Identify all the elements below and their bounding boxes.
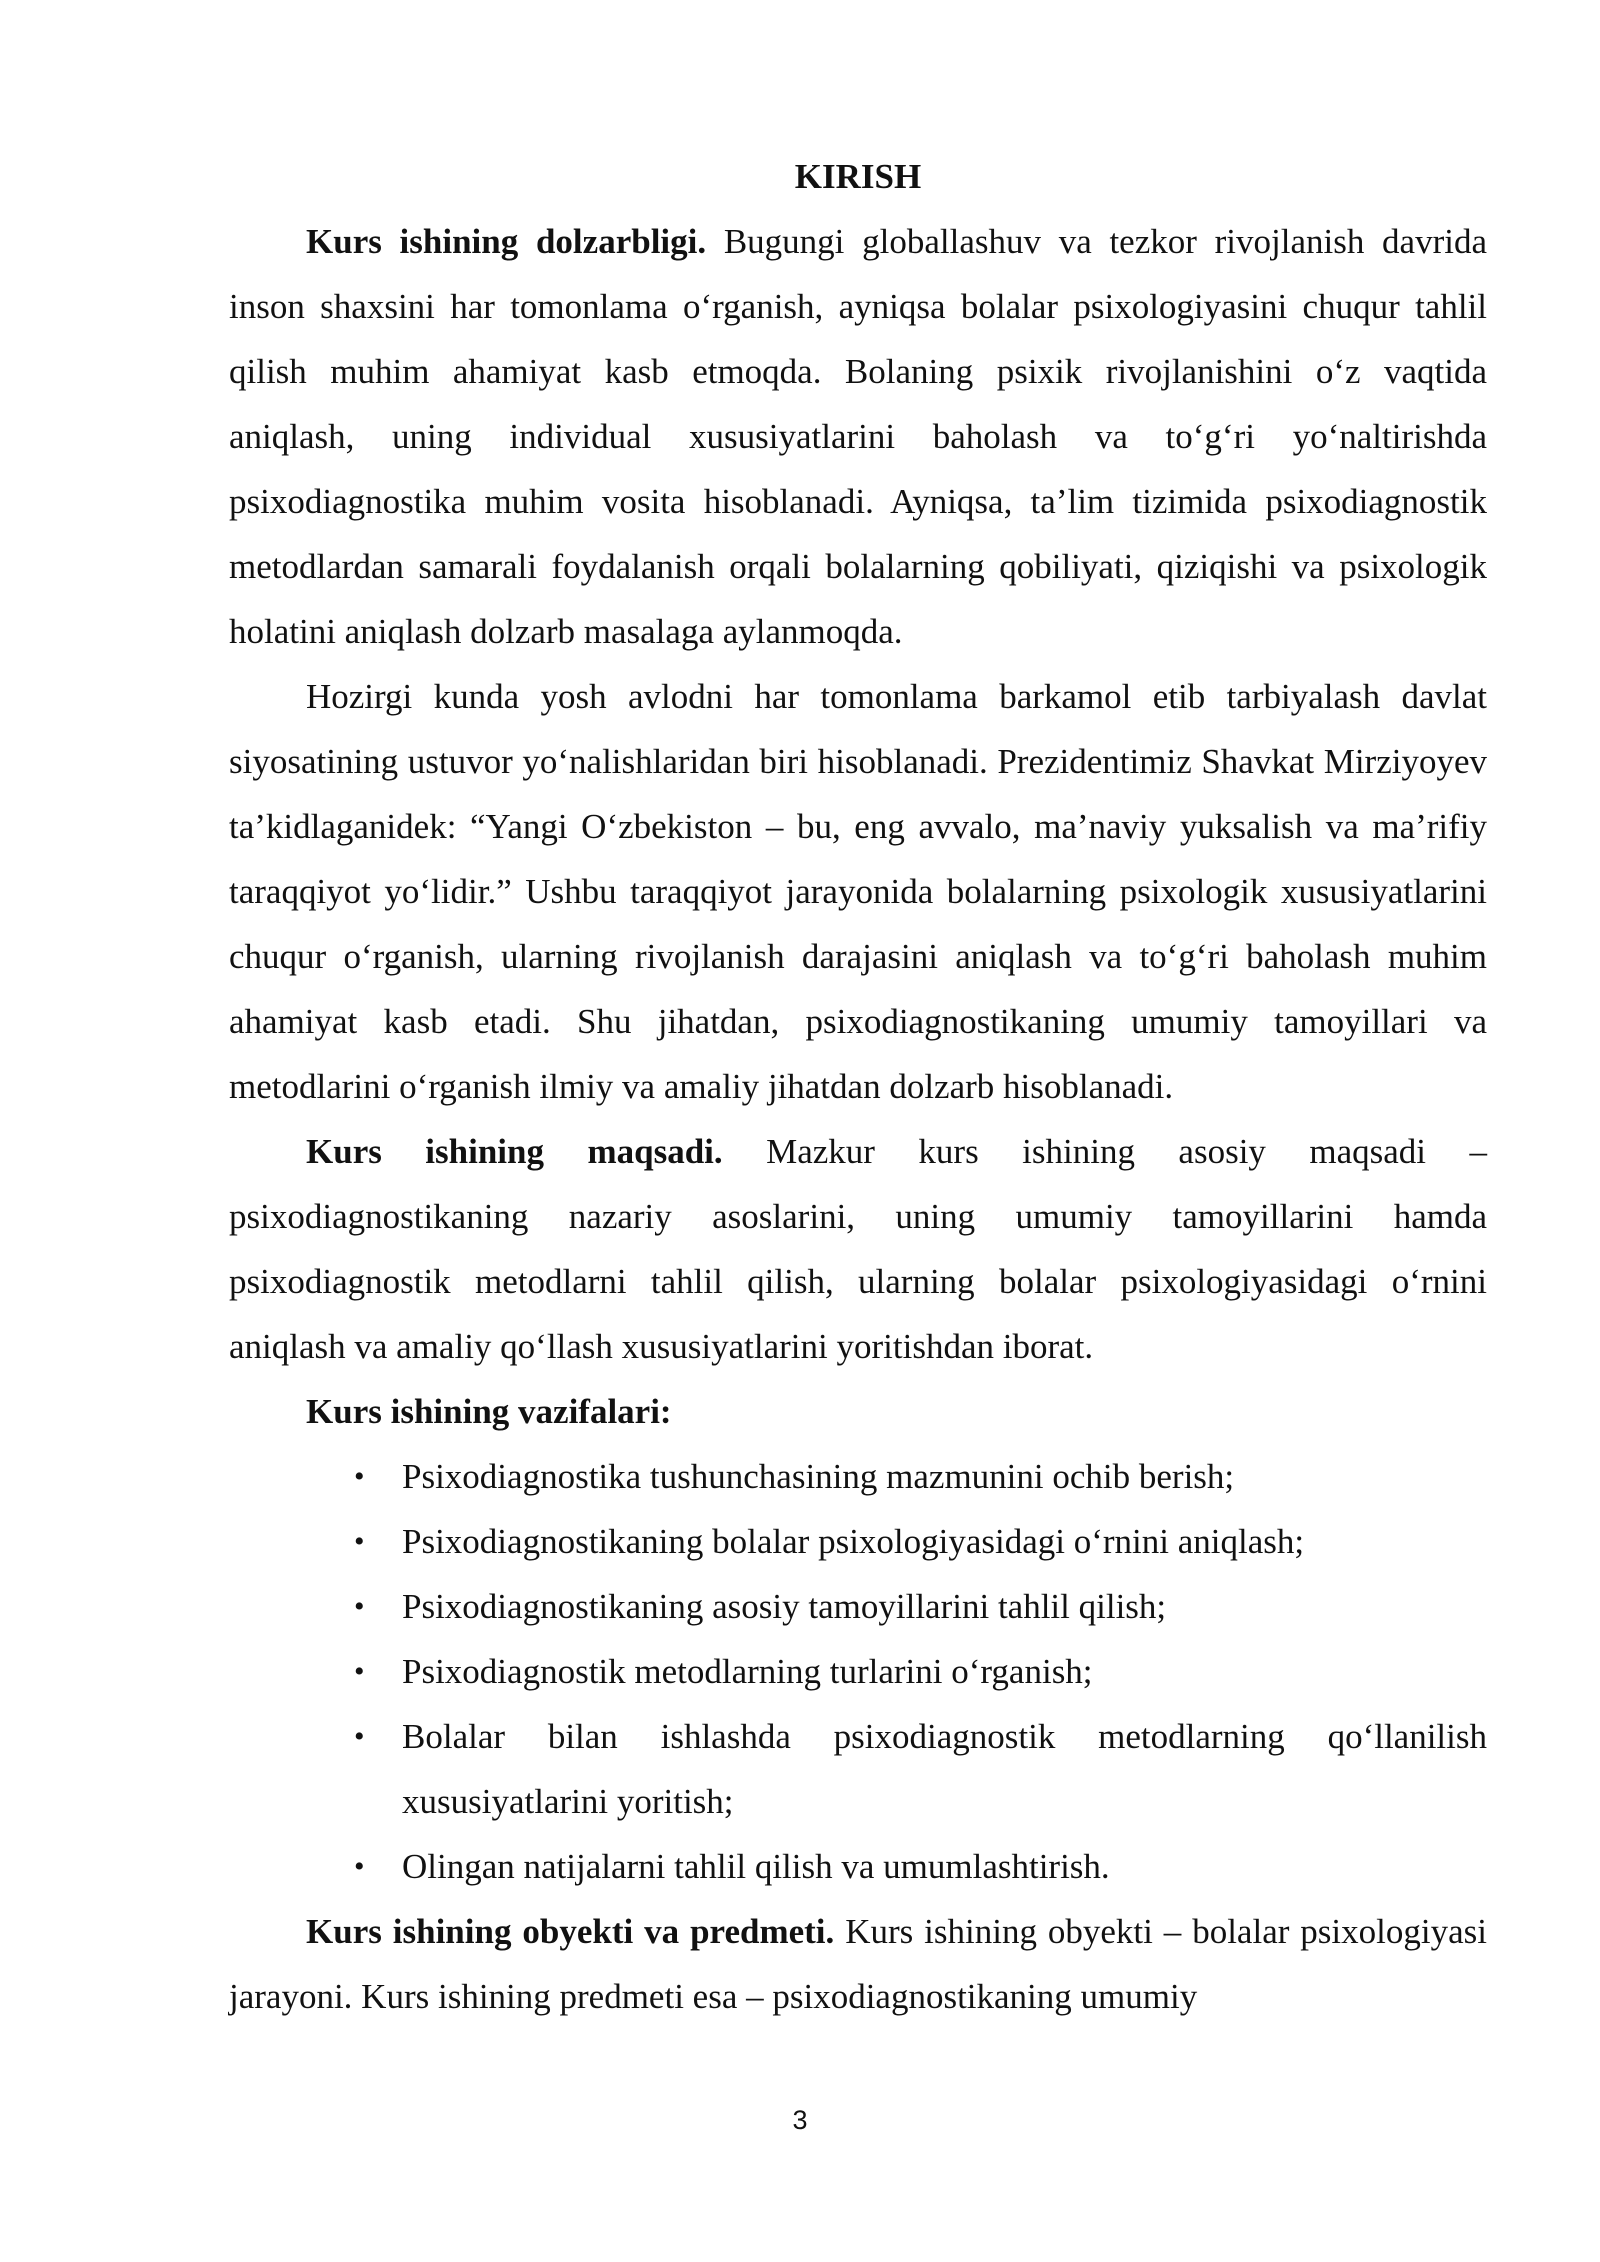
tasks-heading — [229, 1379, 1487, 1444]
list-item-text: Psixodiagnostikaning asosiy tamoyillarini tahlil qilish; — [402, 1587, 1167, 1626]
goal-paragraph — [229, 1119, 1487, 1379]
list-item-text: Psixodiagnostika tushunchasining mazmunini ochib berish; — [402, 1457, 1235, 1496]
tasks-label: Kurs ishining vazifalari: — [306, 1392, 672, 1431]
bullet-icon: • — [354, 1720, 365, 1753]
bullet-icon: • — [354, 1850, 365, 1883]
list-item — [229, 1704, 1487, 1834]
list-item — [229, 1509, 1487, 1574]
object-label: Kurs ishining obyekti va predmeti. — [306, 1912, 835, 1951]
list-item-text: Psixodiagnostik metodlarning turlarini o‘rganish; — [402, 1652, 1093, 1691]
relevance-paragraph — [229, 209, 1487, 664]
bullet-icon: • — [354, 1590, 365, 1623]
goal-label: Kurs ishining maqsadi. — [306, 1132, 723, 1171]
page-body — [229, 144, 1487, 2029]
list-item-text: Olingan natijalarni tahlil qilish va umumlashtirish. — [402, 1847, 1110, 1886]
relevance-label: Kurs ishining dolzarbligi. — [306, 222, 707, 261]
context-paragraph: Hozirgi kunda yosh avlodni har tomonlama barkamol etib tarbiyalash davlat siyosatining ustuvor yo‘nalishlaridan biri hisoblanadi. Prezidentimiz Shavkat Mirziyoyev ta’kidlaganidek: “Yangi O‘zbekiston – bu, eng avvalo, ma’naviy yuksalish va ma’rifiy taraqqiyot yo‘lidir.” Ushbu taraqqiyot jarayonida bolalarning psixologik xususiyatlarini chuqur o‘rganish, ularning rivojlanish darajasini aniqlash va to‘g‘ri baholash muhim ahamiyat kasb etadi. Shu jihatdan, psixodiagnostikaning umumiy tamoyillari va metodlarini o‘rganish ilmiy va amaliy jihatdan dolzarb hisoblanadi. — [229, 677, 1487, 1106]
list-item — [229, 1834, 1487, 1899]
section-heading: KIRISH — [794, 157, 922, 196]
object-text: Kurs ishining obyekti – bolalar psixologiyasi jarayoni. Kurs ishining predmeti esa – psixodiagnostikaning umumiy — [229, 1912, 1487, 2016]
bullet-icon: • — [354, 1655, 365, 1688]
list-item-text: Bolalar bilan ishlashda psixodiagnostik metodlarning qo‘llanilish xususiyatlarini yoritish; — [402, 1717, 1487, 1821]
list-item — [229, 1444, 1487, 1509]
tasks-list — [229, 1444, 1487, 1899]
goal-text: Mazkur kurs ishining asosiy maqsadi – psixodiagnostikaning nazariy asoslarini, uning umumiy tamoyillarini hamda psixodiagnostik metodlarni tahlil qilish, ularning bolalar psixologiyasidagi o‘rnini aniqlash va amaliy qo‘llash xususiyatlarini yoritishdan iborat. — [229, 1132, 1487, 1366]
object-paragraph — [229, 1899, 1487, 2029]
list-item-text: Psixodiagnostikaning bolalar psixologiyasidagi o‘rnini aniqlash; — [402, 1522, 1305, 1561]
bullet-icon: • — [354, 1525, 365, 1558]
list-item — [229, 1639, 1487, 1704]
page-number: 3 — [792, 2105, 808, 2135]
bullet-icon: • — [354, 1460, 365, 1493]
list-item — [229, 1574, 1487, 1639]
relevance-text: Bugungi globallashuv va tezkor rivojlanish davrida inson shaxsini har tomonlama o‘rganish, ayniqsa bolalar psixologiyasini chuqur tahlil qilish muhim ahamiyat kasb etmoqda. Bolaning psixik rivojlanishini o‘z vaqtida aniqlash, uning individual xususiyatlarini baholash va to‘g‘ri yo‘naltirishda psixodiagnostika muhim vosita hisoblanadi. Ayniqsa, ta’lim tizimida psixodiagnostik metodlardan samarali foydalanish orqali bolalarning qobiliyati, qiziqishi va psixologik holatini aniqlash dolzarb masalaga aylanmoqda. — [229, 222, 1487, 651]
